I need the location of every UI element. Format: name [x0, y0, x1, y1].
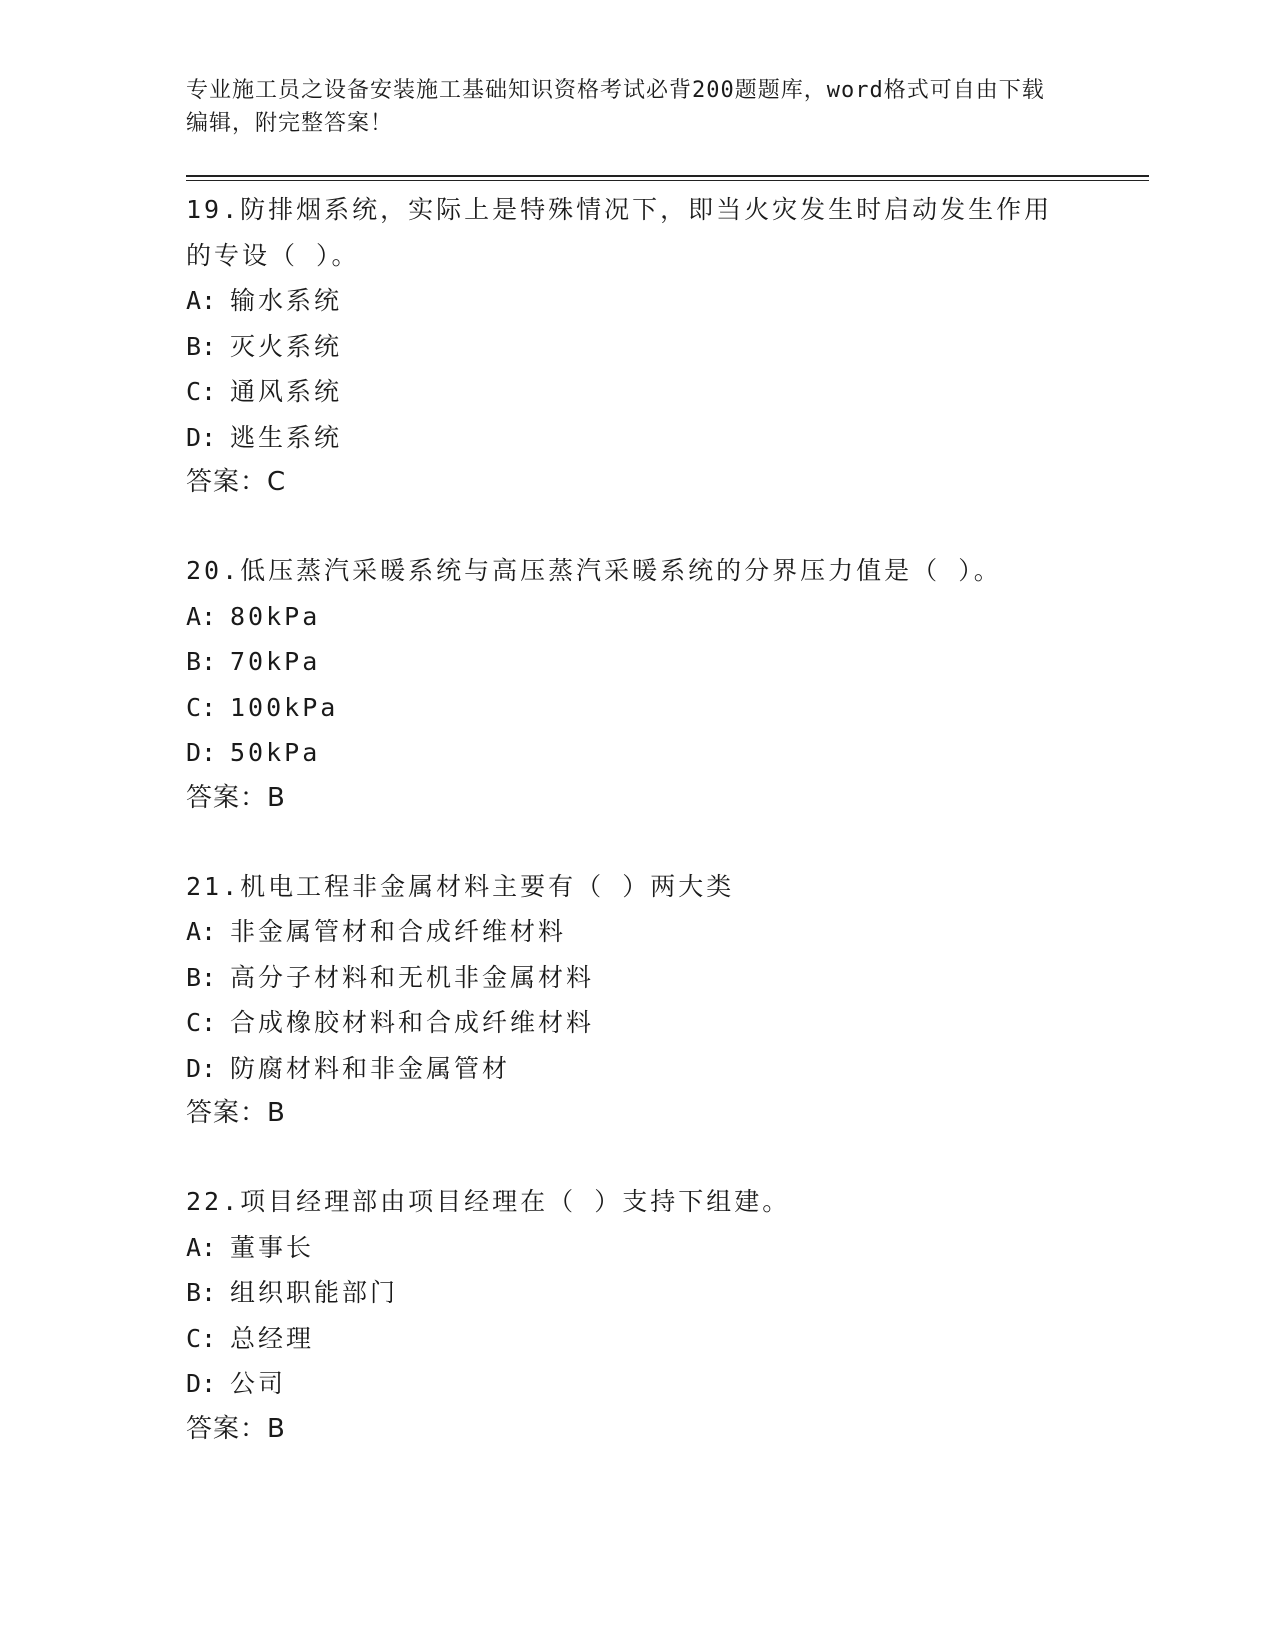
option-letter: D: — [186, 1369, 217, 1398]
option-text: 灭火系统 — [230, 331, 343, 361]
option-d — [186, 415, 1086, 461]
option-letter: D: — [186, 738, 217, 767]
option-letter: D: — [186, 1053, 217, 1083]
question-21 — [186, 864, 1086, 1137]
option-letter: C: — [186, 1323, 217, 1353]
option-text: 70kPa — [230, 647, 321, 676]
option-letter: B: — [186, 1278, 217, 1307]
option-letter: A: — [186, 286, 217, 315]
option-text: 防腐材料和非金属管材 — [230, 1053, 511, 1083]
option-letter: C: — [186, 692, 217, 722]
question-19 — [186, 187, 1086, 505]
question-stem: 20.低压蒸汽采暖系统与高压蒸汽采暖系统的分界压力值是（ ）。 — [186, 556, 1002, 585]
option-text: 合成橡胶材料和合成纤维材料 — [230, 1008, 595, 1037]
option-text: 100kPa — [230, 692, 339, 722]
option-text: 80kPa — [230, 601, 321, 631]
option-d — [186, 730, 1086, 776]
question-stem: 21.机电工程非金属材料主要有（ ）两大类 — [186, 871, 735, 901]
option-c — [186, 685, 1086, 731]
option-text: 通风系统 — [230, 377, 343, 406]
answer-line: 答案：B — [186, 1413, 286, 1444]
option-a — [186, 594, 1086, 640]
document-intro: 专业施工员之设备安装施工基础知识资格考试必背200题题库，word格式可自由下载编辑，附完整答案！ — [186, 78, 1045, 136]
option-b — [186, 639, 1086, 685]
option-letter: C: — [186, 1008, 217, 1037]
answer-line: 答案：B — [186, 1098, 286, 1128]
option-letter: C: — [186, 377, 217, 406]
option-letter: A: — [186, 601, 217, 631]
option-b — [186, 955, 1086, 1001]
option-text: 50kPa — [230, 738, 321, 767]
option-b — [186, 324, 1086, 370]
option-text: 高分子材料和无机非金属材料 — [230, 962, 595, 992]
option-d — [186, 1046, 1086, 1092]
question-22 — [186, 1179, 1086, 1452]
option-text: 公司 — [230, 1369, 287, 1398]
option-letter: A: — [186, 917, 217, 946]
question-stem: 19.防排烟系统，实际上是特殊情况下，即当火灾发生时启动发生作用的专设（ ）。 — [186, 195, 1053, 270]
option-text: 逃生系统 — [230, 422, 343, 452]
option-letter: B: — [186, 331, 217, 361]
option-d — [186, 1361, 1086, 1407]
header-divider-thick — [186, 175, 1149, 177]
question-list — [186, 187, 1086, 1452]
option-text: 董事长 — [230, 1232, 315, 1262]
option-c — [186, 369, 1086, 415]
option-text: 组织职能部门 — [230, 1278, 399, 1307]
option-text: 输水系统 — [230, 286, 343, 315]
option-letter: B: — [186, 962, 217, 992]
option-a — [186, 278, 1086, 324]
option-text: 总经理 — [230, 1323, 315, 1353]
option-c — [186, 1316, 1086, 1362]
option-a — [186, 1225, 1086, 1271]
answer-line: 答案：B — [186, 782, 286, 813]
answer-line: 答案：C — [186, 467, 287, 497]
option-letter: D: — [186, 422, 217, 452]
question-stem: 22.项目经理部由项目经理在（ ）支持下组建。 — [186, 1187, 791, 1216]
header-divider-thin — [186, 180, 1149, 181]
option-text: 非金属管材和合成纤维材料 — [230, 917, 567, 946]
option-b — [186, 1270, 1086, 1316]
option-letter: A: — [186, 1232, 217, 1262]
option-a — [186, 909, 1086, 955]
option-letter: B: — [186, 647, 217, 676]
question-20 — [186, 548, 1086, 821]
option-c — [186, 1000, 1086, 1046]
